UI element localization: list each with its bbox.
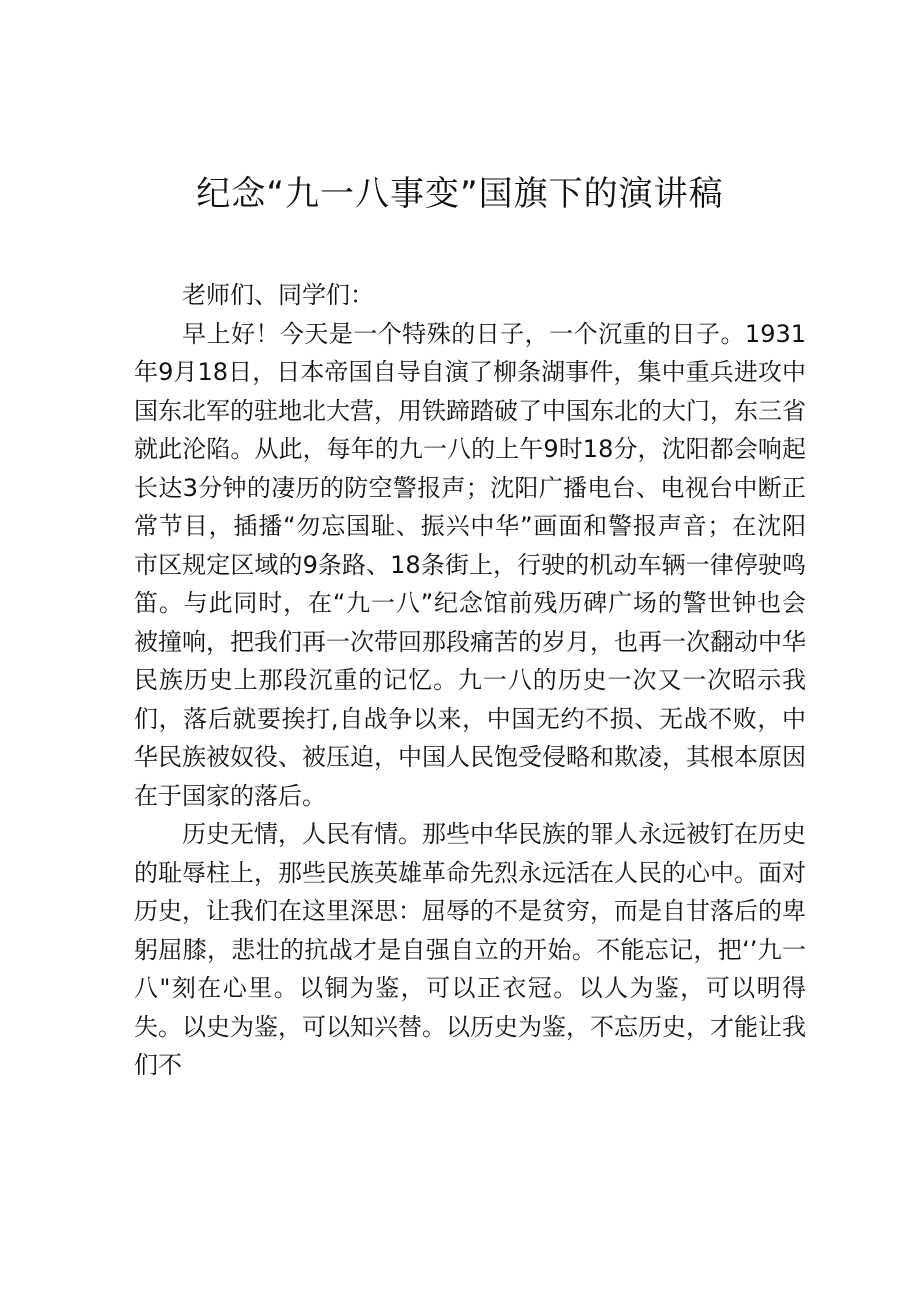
salutation: 老师们、同学们：: [182, 281, 374, 309]
document-body: [134, 276, 806, 1085]
document-title: 纪念“九一八事变”国旗下的演讲稿: [196, 174, 724, 214]
paragraph-2: 历史无情，人民有情。那些中华民族的罪人永远被钉在历史的耻辱柱上，那些民族英雄革命先烈永远活在人民的心中。面对历史，让我们在这里深思：屈辱的不是贫穷，而是自甘落后的卑躬屈膝，悲壮的抗战才是自强自立的开始。不能忘记，把‘’九一八"刻在心里。以铜为鉴，可以正衣冠。以人为鉴，可以明得失。以史为鉴，可以知兴替。以历史为鉴，不忘历史，才能让我们不: [134, 820, 806, 1079]
paragraph-1: 早上好！今天是一个特殊的日子，一个沉重的日子。1931年9月18日，日本帝国自导自演了柳条湖事件，集中重兵进攻中国东北军的驻地北大营，用铁蹄踏破了中国东北的大门，东三省就此沦陷。从此，每年的九一八的上午9时18分，沈阳都会响起长达3分钟的凄历的防空警报声；沈阳广播电台、电视台中断正常节目，插播“勿忘国耻、振兴中华”画面和警报声音；在沈阳市区规定区域的9条路、18条街上，行驶的机动车辆一律停驶鸣笛。与此同时，在“九一八”纪念馆前残历碑广场的警世钟也会被撞响，把我们再一次带回那段痛苦的岁月，也再一次翻动中华民族历史上那段沉重的记忆。九一八的历史一次又一次昭示我们，落后就要挨打,自战争以来，中国无约不损、无战不败，中华民族被奴役、被压迫，中国人民饱受侵略和欺凌，其根本原因在于国家的落后。: [134, 319, 806, 810]
